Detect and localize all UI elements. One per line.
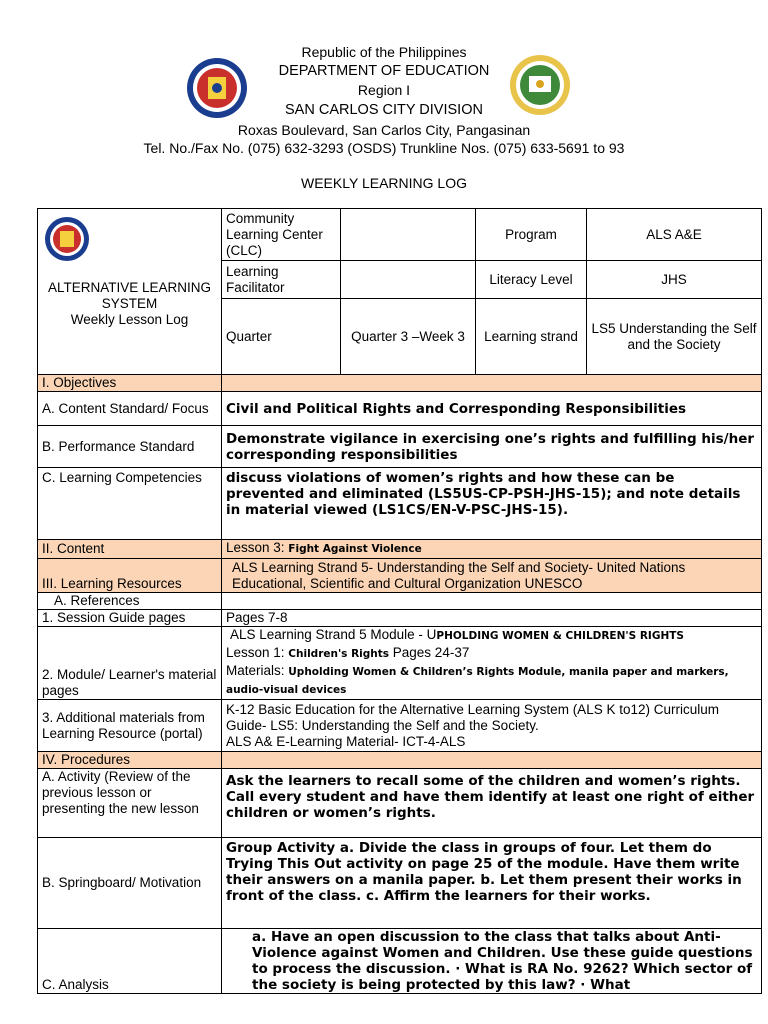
learning-log-table	[37, 208, 762, 994]
system-name: ALTERNATIVE LEARNING SYSTEM	[47, 279, 212, 311]
module-line2-prefix: Lesson 1:	[226, 645, 289, 660]
program-label: Program	[476, 209, 587, 261]
clc-value	[341, 209, 476, 261]
content-lesson-prefix: Lesson 3:	[226, 540, 289, 555]
resources-value: ALS Learning Strand 5- Understanding the Self and Society- United Nations Educational, Scientific and Cultural Organization UNESCO	[222, 559, 762, 593]
module-line3-bold: Upholding Women & Children’s Rights Module, manila paper and markers, audio-visual devices	[226, 666, 729, 696]
analysis-value: a. Have an open discussion to the class that talks about Anti-Violence against Women and Children. Use these guide questions to process the discussion. · What is RA No. 9262? Which sector of the society is being protected by this law? · What	[222, 929, 762, 994]
content-standard-value: Civil and Political Rights and Corresponding Responsibilities	[222, 392, 762, 426]
springboard-label: B. Springboard/ Motivation	[38, 838, 222, 929]
header-phone: Tel. No./Fax No. (075) 632-3293 (OSDS) Trunkline Nos. (075) 633-5691 to 93	[143, 140, 625, 156]
header-division: SAN CARLOS CITY DIVISION	[285, 102, 483, 118]
literacy-value: JHS	[587, 261, 762, 299]
analysis-label: C. Analysis	[38, 929, 222, 994]
procedures-heading: IV. Procedures	[38, 752, 222, 769]
performance-standard-value: Demonstrate vigilance in exercising one’s rights and fulfilling his/her corresponding responsibilities	[222, 426, 762, 468]
references-value	[222, 593, 762, 610]
system-cell	[38, 209, 222, 375]
references-label: A. References	[38, 593, 222, 610]
module-value	[222, 627, 762, 700]
module-line1-bold: PHOLDING WOMEN & CHILDREN'S RIGHTS	[436, 630, 684, 642]
additional-materials-line2: ALS A& E-Learning Material- ICT-4-ALS	[226, 733, 466, 749]
springboard-value: Group Activity a. Divide the class in groups of four. Let them do Trying This Out activity on page 25 of the module. Have them write their answers on a manila paper. b. Let them present their works in front of the class. c. Affirm the learners for their works.	[222, 838, 762, 929]
session-guide-value: Pages 7-8	[222, 610, 762, 627]
log-name: Weekly Lesson Log	[70, 311, 189, 327]
header-region: Region I	[357, 82, 411, 98]
content-lesson-title: Fight Against Violence	[288, 543, 422, 555]
header-republic: Republic of the Philippines	[301, 44, 467, 60]
module-label: 2. Module/ Learner's material pages	[38, 627, 222, 700]
additional-materials-label: 3. Additional materials from Learning Resource (portal)	[38, 700, 222, 752]
objectives-heading: I. Objectives	[38, 375, 222, 392]
header-department: DEPARTMENT OF EDUCATION	[278, 63, 490, 79]
literacy-label: Literacy Level	[476, 261, 587, 299]
module-line3-prefix: Materials:	[226, 663, 289, 678]
module-line2-suffix: Pages 24-37	[389, 645, 470, 660]
module-line2-bold: Children's Rights	[288, 648, 390, 660]
additional-materials-line1: K-12 Basic Education for the Alternative Learning System (ALS K to12) Curriculum Guide- LS5: Understanding the Self and the Society.	[226, 701, 719, 733]
strand-value: LS5 Understanding the Self and the Society	[587, 299, 762, 375]
additional-materials-value	[222, 700, 762, 752]
competencies-value: discuss violations of women’s rights and how these can be prevented and eliminated (LS5US-CP-PSH-JHS-15); and note details in material viewed (LS1CS/EN-V-PSC-JHS-15).	[222, 468, 762, 540]
objectives-heading-fill	[222, 375, 762, 392]
document-title: WEEKLY LEARNING LOG	[301, 175, 467, 191]
activity-value: Ask the learners to recall some of the children and women’s rights. Call every student and have them identify at least one right of either children or women’s rights.	[222, 769, 762, 838]
deped-seal-small-logo	[44, 216, 90, 262]
program-value: ALS A&E	[587, 209, 762, 261]
resources-heading: III. Learning Resources	[38, 559, 222, 593]
performance-standard-label: B. Performance Standard	[38, 426, 222, 468]
content-lesson	[222, 540, 762, 559]
quarter-value: Quarter 3 –Week 3	[341, 299, 476, 375]
competencies-label: C. Learning Competencies	[38, 468, 222, 540]
module-line1-prefix: ALS Learning Strand 5 Module - U	[230, 627, 437, 642]
session-guide-label: 1. Session Guide pages	[38, 610, 222, 627]
header-address: Roxas Boulevard, San Carlos City, Pangasinan	[237, 122, 531, 138]
activity-label: A. Activity (Review of the previous lesson or presenting the new lesson	[38, 769, 222, 838]
strand-label: Learning strand	[476, 299, 587, 375]
facilitator-label: Learning Facilitator	[222, 261, 341, 299]
procedures-heading-fill	[222, 752, 762, 769]
clc-label: Community Learning Center (CLC)	[222, 209, 341, 261]
content-heading: II. Content	[38, 540, 222, 559]
facilitator-value	[341, 261, 476, 299]
content-standard-label: A. Content Standard/ Focus	[38, 392, 222, 426]
quarter-label: Quarter	[222, 299, 341, 375]
